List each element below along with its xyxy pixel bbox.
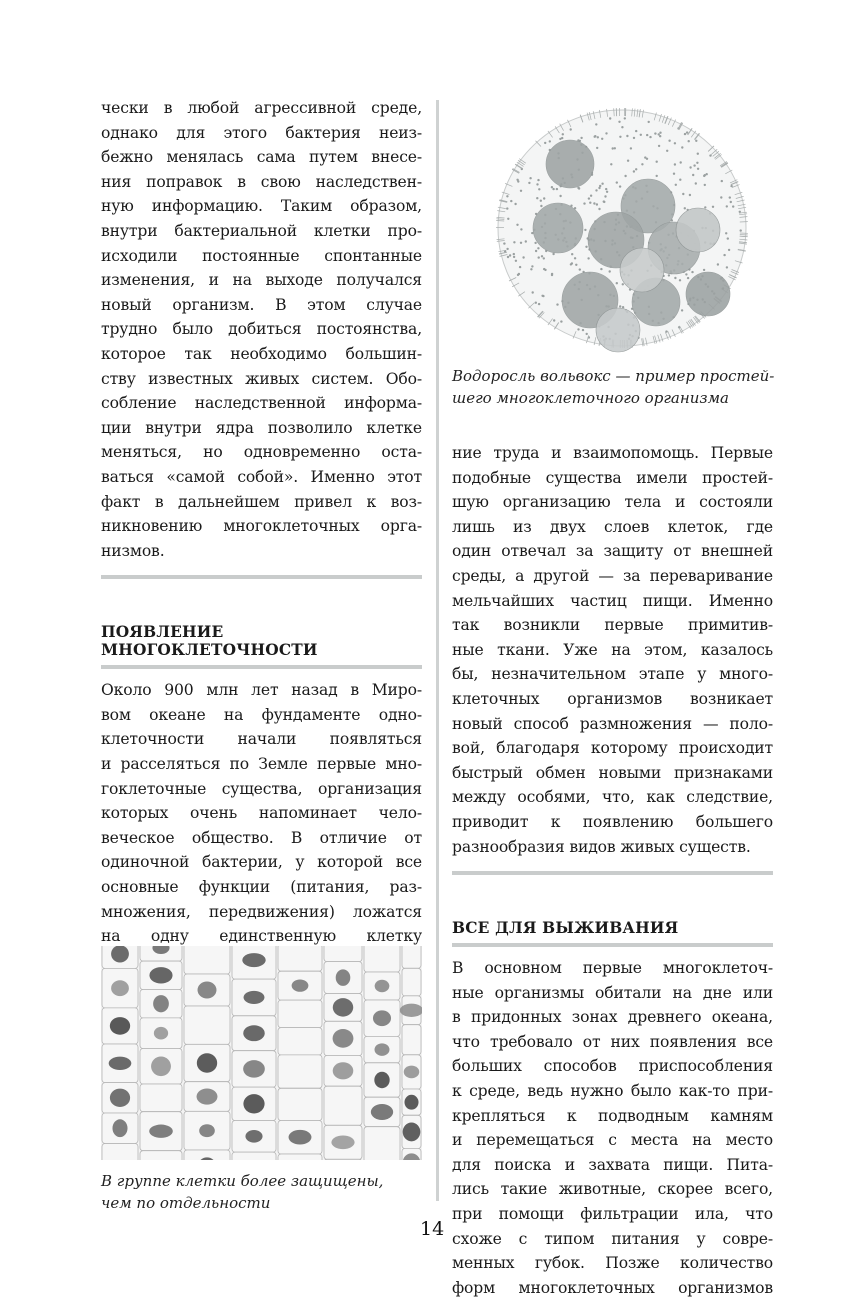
- cells-micrograph-image: [101, 946, 422, 1160]
- text-line: лись такие животные, скорее всего,: [452, 1180, 773, 1199]
- text-line: исходили постоянные спонтанные: [101, 246, 422, 265]
- text-line: изменения, и на выходе получался: [101, 271, 422, 290]
- text-line: которых очень напоминает чело-: [101, 804, 422, 823]
- text-line: схоже с типом питания у совре-: [452, 1229, 773, 1248]
- text-line: бежно менялась сама путем внесе-: [101, 148, 422, 167]
- text-line: шую организацию тела и состояли: [452, 493, 773, 512]
- text-line: ние труда и взаимопомощь. Первые: [452, 444, 773, 462]
- section-heading-survival: ВСЕ ДЛЯ ВЫЖИВАНИЯ: [452, 919, 679, 938]
- text-line: на одну единственную клетку: [101, 927, 422, 946]
- text-line: ния поправок в свою наследствен-: [101, 172, 422, 191]
- right-column: [452, 441, 773, 1300]
- text-line: ваться «самой собой». Именно этот: [101, 467, 422, 486]
- text-line: клеточности начали появляться: [101, 730, 422, 749]
- text-line: и расселяться по Земле первые мно-: [101, 755, 422, 774]
- cells-figure-caption: [101, 1170, 422, 1214]
- text-line: меняться, но одновременно оста-: [101, 443, 422, 462]
- text-line: веческое общество. В отличие от: [101, 828, 422, 847]
- text-line: так возникли первые примитив-: [452, 616, 773, 635]
- text-line: вой, благодаря которому происходит: [452, 739, 773, 758]
- right-paragraph-2: [452, 956, 773, 1300]
- text-line: новый способ размножения — поло-: [452, 714, 773, 733]
- text-line: трудно было добиться постоянства,: [101, 320, 422, 339]
- volvox-figure-caption: [452, 365, 773, 409]
- caption-line: шего многоклеточного организма: [452, 389, 729, 407]
- text-line: основные функции (питания, раз-: [101, 878, 422, 897]
- text-line: при помощи фильтрации ила, что: [452, 1205, 773, 1224]
- text-line: быстрый обмен новыми признаками: [452, 763, 773, 782]
- left-paragraph-1: [101, 96, 422, 563]
- text-line: лишь из двух слоев клеток, где: [452, 517, 773, 536]
- column-divider: [436, 100, 439, 1201]
- text-line: Около 900 млн лет назад в Миро-: [101, 681, 422, 700]
- caption-line: чем по отдельности: [101, 1194, 271, 1212]
- text-line: один отвечал за защиту от внешней: [452, 542, 773, 561]
- text-line: больших способов приспособления: [452, 1057, 773, 1076]
- text-line: гоклеточные существа, организация: [101, 779, 422, 798]
- text-line: никновению многоклеточных орга-: [101, 517, 422, 536]
- text-line: ную информацию. Таким образом,: [101, 197, 422, 216]
- text-line: между особями, что, как следствие,: [452, 788, 773, 807]
- text-line: однако для этого бактерия неиз-: [101, 123, 422, 142]
- volvox-illustration-image: [480, 100, 764, 358]
- text-line: ции внутри ядра позволило клетке: [101, 418, 422, 437]
- text-line: В основном первые многоклеточ-: [452, 959, 773, 978]
- caption-line: Водоросль вольвокс — пример простей-: [452, 367, 775, 385]
- right-paragraph-1: [452, 441, 773, 859]
- left-column: [101, 96, 422, 1023]
- text-line: крепляться к подводным камням: [452, 1106, 773, 1125]
- text-line: чески в любой агрессивной среде,: [101, 99, 422, 117]
- text-line: одиночной бактерии, у которой все: [101, 853, 422, 872]
- text-line: которое так необходимо большин-: [101, 344, 422, 363]
- text-line: форм многоклеточных организмов: [452, 1278, 773, 1297]
- text-line: к среде, ведь нужно было как-то при-: [452, 1082, 773, 1101]
- text-line: внутри бактериальной клетки про-: [101, 221, 422, 240]
- text-line: менных губок. Позже количество: [452, 1254, 773, 1273]
- text-line: собление наследственной информа-: [101, 394, 422, 413]
- text-line: низмов.: [101, 541, 165, 560]
- text-line: среды, а другой — за переваривание: [452, 566, 773, 585]
- text-line: в придонных зонах древнего океана,: [452, 1008, 773, 1027]
- text-line: для поиска и захвата пищи. Пита-: [452, 1155, 773, 1174]
- text-line: что требовало от них появления все: [452, 1032, 773, 1051]
- text-line: и перемещаться с места на место: [452, 1131, 773, 1150]
- text-line: мельчайших частиц пищи. Именно: [452, 591, 773, 610]
- text-line: множения, передвижения) ложатся: [101, 902, 422, 921]
- text-line: бы, незначительном этапе у много-: [452, 665, 773, 684]
- caption-line: В группе клетки более защищены,: [101, 1172, 384, 1190]
- text-line: ные организмы обитали на дне или: [452, 983, 773, 1002]
- text-line: приводит к появлению большего: [452, 812, 773, 831]
- text-line: разнообразия видов живых существ.: [452, 837, 751, 856]
- text-line: факт в дальнейшем привел к воз-: [101, 492, 422, 511]
- text-line: ству известных живых систем. Обо-: [101, 369, 422, 388]
- text-line: клеточных организмов возникает: [452, 689, 773, 708]
- text-line: вом океане на фундаменте одно-: [101, 705, 422, 724]
- text-line: ные ткани. Уже на этом, казалось: [452, 640, 773, 659]
- text-line: подобные существа имели простей-: [452, 468, 773, 487]
- section-heading-multicellularity: ПОЯВЛЕНИЕ МНОГОКЛЕТОЧНОСТИ: [101, 623, 318, 660]
- text-line: новый организм. В этом случае: [101, 295, 422, 314]
- page-number: 14: [420, 1218, 445, 1240]
